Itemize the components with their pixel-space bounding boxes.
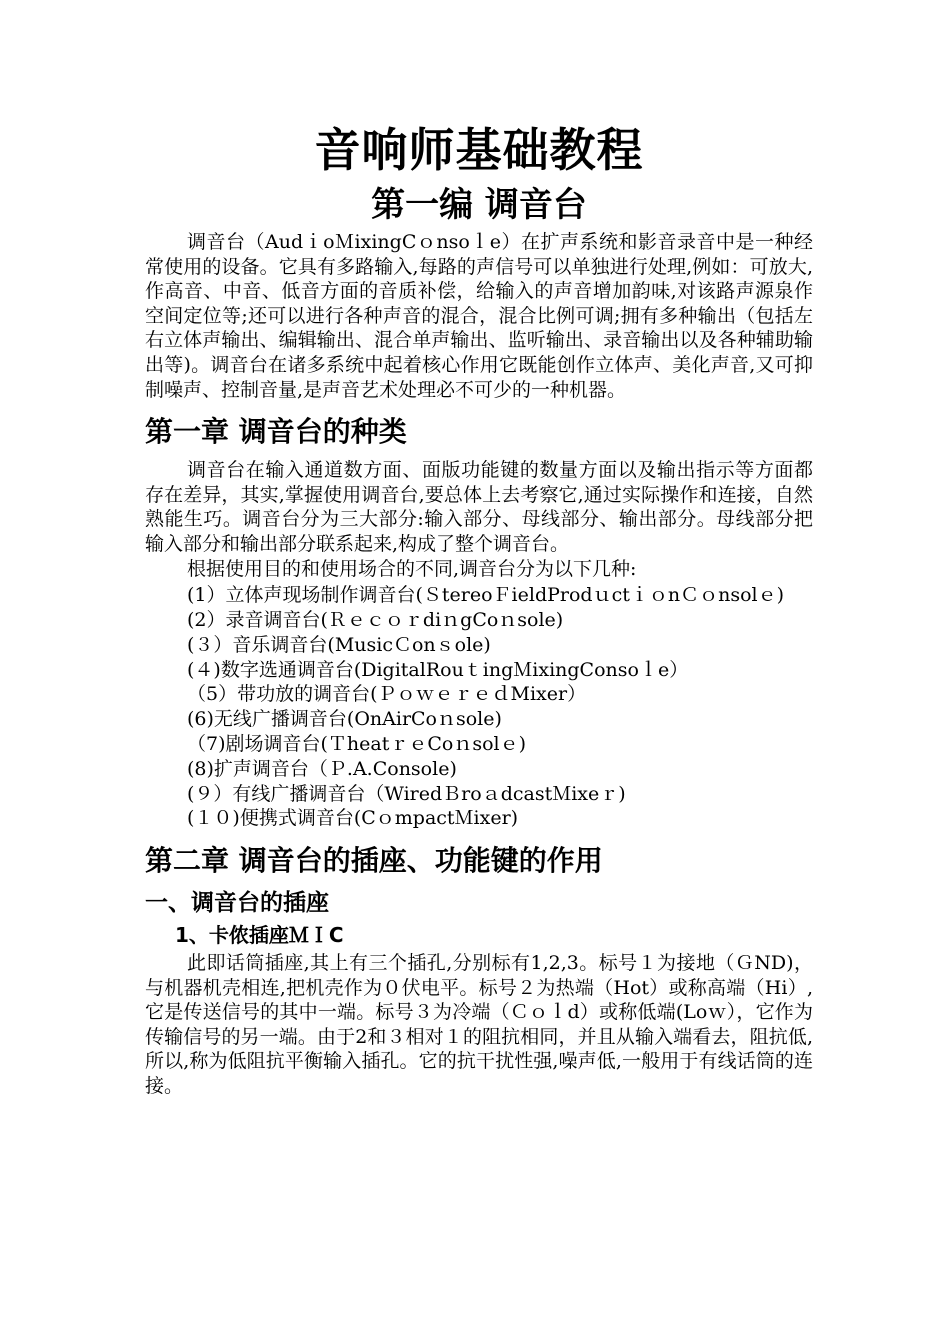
list-item: （5）带功放的调音台(ＰｏｗｅｒｅｄMixer） (187, 683, 587, 706)
list-item: (３）音乐调音台(MusicＣonｓole) (187, 633, 491, 656)
document-title: 音响师基础教程 (314, 123, 644, 177)
list-item: （7)剧场调音台(ＴheatｒｅCoｎsolｅ) (187, 732, 527, 755)
list-item: (6)无线广播调音台(OnAirCoｎsole) (187, 708, 502, 731)
document-page (145, 118, 813, 1099)
list-item: (４)数字选通调音台(DigitalRouｔingＭixingConsoｌe） (187, 658, 689, 681)
chapter1-title: 第一章 调音台的种类 (145, 415, 407, 449)
list-item: (1）立体声现场制作调音台(ＳtereoＦieldProdｕctｉｏnＣｏnsolｅ) (187, 584, 785, 607)
chapter2-title: 第二章 调音台的插座、功能键的作用 (145, 844, 603, 878)
list-item: (8)扩声调音台（Ｐ.A.Console) (187, 757, 457, 780)
subsection-title: 1、卡侬插座ＭＩC (175, 923, 344, 948)
chapter1-paragraph-1: 调音台在输入通道数方面、面版功能键的数量方面以及输出指示等方面都存在差异，其实,掌握使用调音台,要总体上去考察它,通过实际操作和连接，自然熟能生巧。调音台分为三大部分:输入部分、母线部分、输出部分。母线部分把输入部分和输出部分联系起来,构成了整个调音台。 (145, 459, 813, 555)
intro-paragraph: 调音台（AudｉoＭixingCｏnsoｌe）在扩声系统和影音录音中是一种经常使用的设备。它具有多路输入,每路的声信号可以单独进行处理,例如：可放大,作高音、中音、低音方面的音质补偿，给输入的声音增加韵味,对该路声源泉作空间定位等;还可以进行各种声音的混合，混合比例可调;拥有多种输出（包括左右立体声输出、编辑输出、混合单声输出、监听输出、录音输出以及各种辅助输出等)。调音台在诸多系统中起着核心作用它既能创作立体声、美化声音,又可抑制噪声、控制音量,是声音艺术处理必不可少的一种机器。 (145, 231, 813, 401)
list-item: (１０)便携式调音台(CｏmpactＭixer) (187, 807, 519, 830)
chapter2-paragraph-1: 此即话筒插座,其上有三个插孔,分别标有1,2,3。标号１为接地（ＧND)，与机器机壳相连,把机壳作为０伏电平。标号２为热端（Hot）或称高端（Hi）,它是传送信号的其中一端。标号３为冷端（Ｃｏｌd）或称低端(Loｗ），它作为传输信号的另一端。由于2和３相对１的阻抗相同，并且从输入端看去，阻抗低,所以,称为低阻抗平衡输入插孔。它的抗干扰性强,噪声低,一般用于有线话筒的连接。 (145, 952, 813, 1098)
list-item: (９）有线广播调音台（WiredＢroａdcastＭixeｒ) (187, 782, 626, 805)
section-title: 一、调音台的插座 (145, 889, 329, 917)
console-type-list (145, 583, 813, 831)
chapter1-paragraph-2: 根据使用目的和使用场合的不同,调音台分为以下几种: (187, 557, 637, 580)
list-item: (2）录音调音台(ＲｅｃｏｒdiｎgCoｎsole) (187, 608, 564, 631)
part-title: 第一编 调音台 (371, 185, 587, 225)
